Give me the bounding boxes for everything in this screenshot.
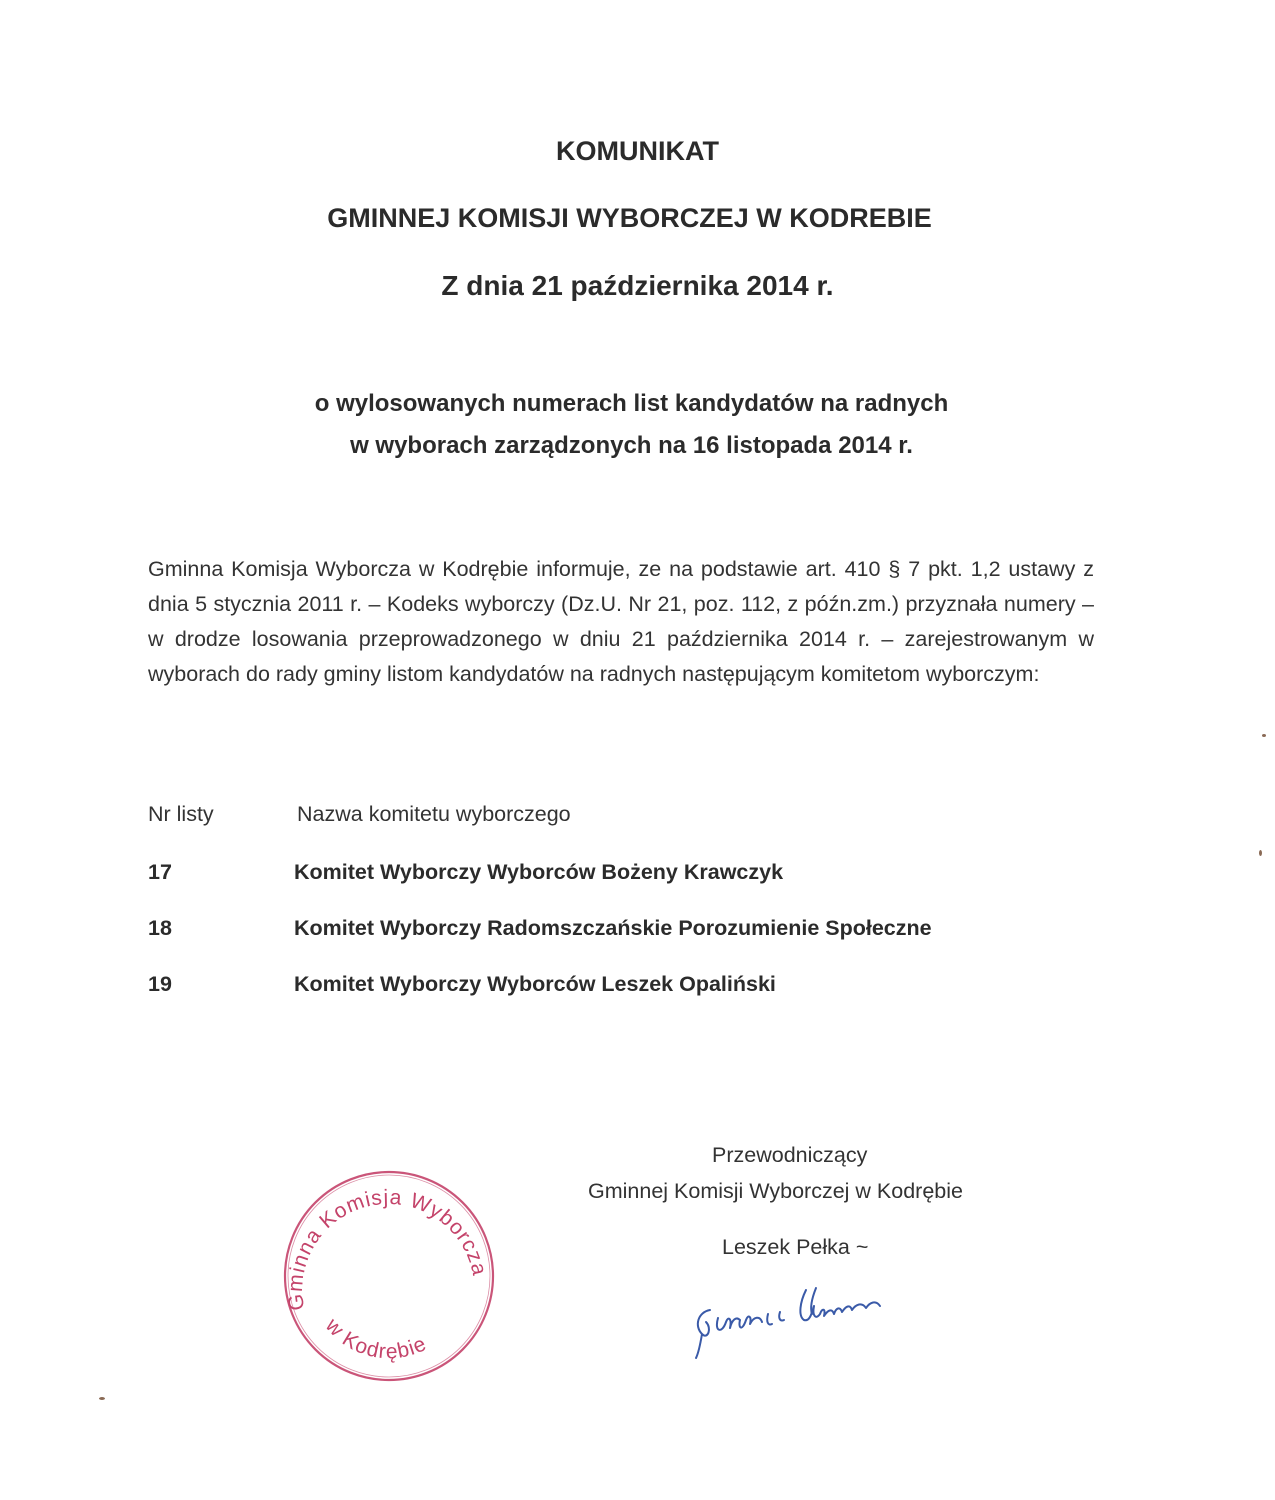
signatory-organization: Gminnej Komisji Wyborczej w Kodrębie bbox=[588, 1179, 963, 1203]
signatory-name: Leszek Pełka ~ bbox=[722, 1235, 869, 1259]
subject-line-1: o wylosowanych numerach list kandydatów na radnych bbox=[314, 390, 949, 417]
list-number: 18 bbox=[148, 916, 172, 940]
svg-text:Gminna Komisja Wyborcza: Gminna Komisja Wyborcza bbox=[283, 1185, 492, 1312]
body-paragraph: Gminna Komisja Wyborcza w Kodrębie informuje, ze na podstawie art. 410 § 7 pkt. 1,2 ustawy z dnia 5 stycznia 2011 r. – Kodeks wyborczy (Dz.U. Nr 21, poz. 112, z późn.zm.) przyznała numery – w drodze losowania przeprowadzonego w dniu 21 października 2014 r. – zarejestrowanym w wyborach do rady gminy listom kandydatów na radnych następującym komitetom wyborczym: bbox=[148, 557, 1094, 686]
scan-speck bbox=[1259, 850, 1262, 856]
column-header-nr: Nr listy bbox=[148, 802, 214, 826]
handwritten-signature bbox=[688, 1262, 898, 1362]
list-number: 19 bbox=[148, 972, 172, 996]
list-number: 17 bbox=[148, 860, 172, 884]
date-heading: Z dnia 21 października 2014 r. bbox=[441, 270, 834, 301]
svg-text:w Kodrębie: w Kodrębie bbox=[320, 1314, 431, 1364]
official-stamp bbox=[278, 1165, 500, 1387]
subject-line-2: w wyborach zarządzonych na 16 listopada 2014 r. bbox=[350, 432, 913, 459]
scan-speck bbox=[1262, 734, 1266, 737]
document-title: KOMUNIKAT bbox=[556, 136, 719, 166]
committee-name: Komitet Wyborczy Wyborców Leszek Opaliński bbox=[294, 972, 776, 996]
signatory-role: Przewodniczący bbox=[712, 1143, 868, 1167]
committee-name: Komitet Wyborczy Radomszczańskie Porozumienie Społeczne bbox=[294, 916, 932, 940]
scan-speck bbox=[99, 1397, 105, 1400]
committee-name: Komitet Wyborczy Wyborców Bożeny Krawczyk bbox=[294, 860, 784, 884]
committee-heading: GMINNEJ KOMISJI WYBORCZEJ W KODREBIE bbox=[327, 203, 932, 233]
column-header-name: Nazwa komitetu wyborczego bbox=[297, 802, 571, 826]
